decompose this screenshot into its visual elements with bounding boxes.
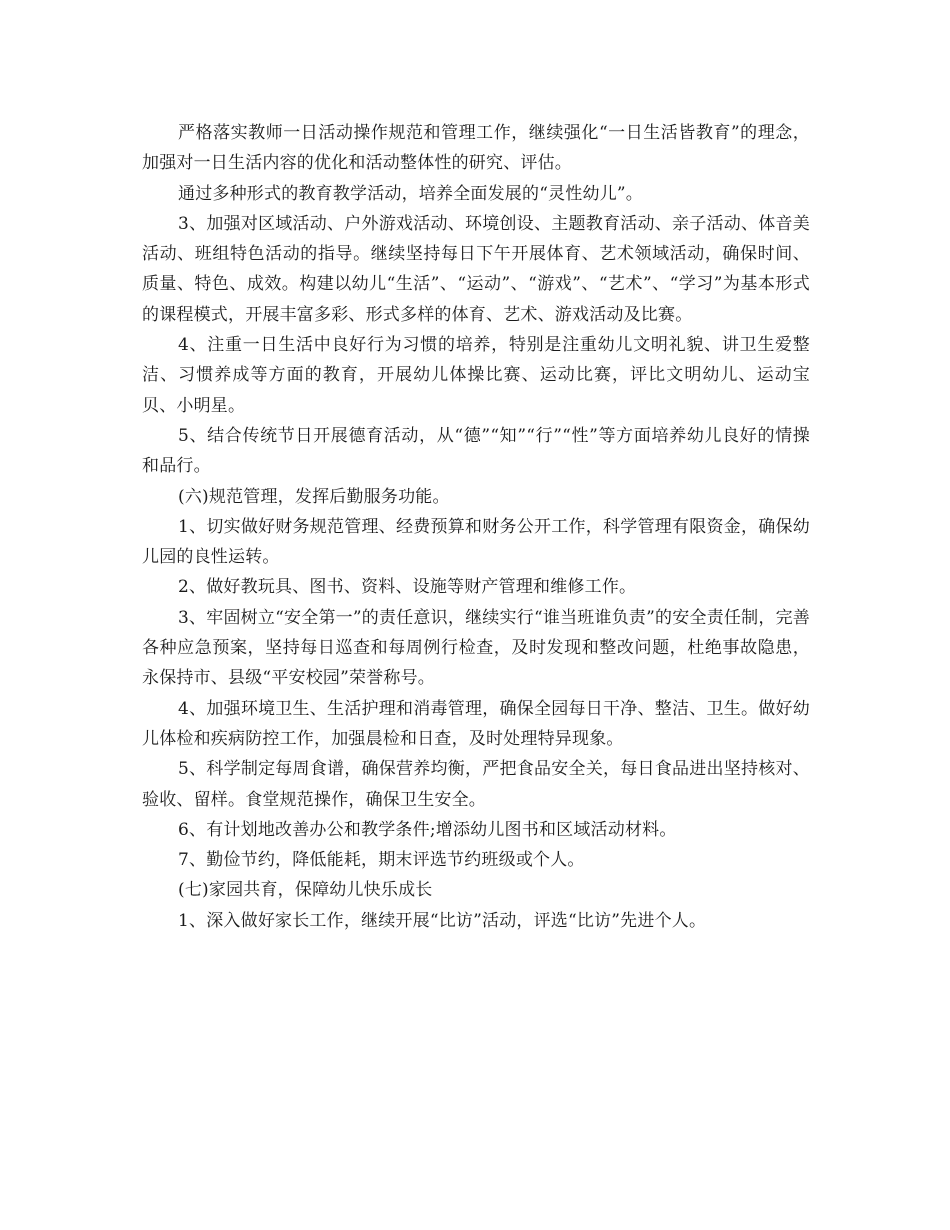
paragraph-7: 1、切实做好财务规范管理、经费预算和财务公开工作，科学管理有限资金，确保幼儿园的良性运转。 [142, 516, 810, 568]
paragraph-9: 3、牢固树立“安全第一”的责任意识，继续实行“谁当班谁负责”的安全责任制，完善各种应急预案，坚持每日巡查和每周例行检查，及时发现和整改问题，杜绝事故隐患，永保持市、县级“平安校园”荣誉称号。 [142, 607, 810, 689]
paragraph-10: 4、加强环境卫生、生活护理和消毒管理，确保全园每日干净、整洁、卫生。做好幼儿体检和疾病防控工作，加强晨检和日查，及时处理特异现象。 [142, 698, 810, 749]
document-page [142, 118, 810, 936]
paragraph-12: 6、有计划地改善办公和教学条件;增添幼儿图书和区域活动材料。 [178, 819, 677, 840]
paragraph-2: 通过多种形式的教育教学活动，培养全面发展的“灵性幼儿”。 [178, 183, 643, 204]
paragraph-11: 5、科学制定每周食谱，确保营养均衡，严把食品安全关，每日食品进出坚持核对、验收、留样。食堂规范操作，确保卫生安全。 [142, 759, 810, 810]
paragraph-13: 7、勤俭节约，降低能耗，期末评选节约班级或个人。 [178, 850, 585, 871]
paragraph-1: 严格落实教师一日活动操作规范和管理工作，继续强化“一日生活皆教育”的理念，加强对一日生活内容的优化和活动整体性的研究、评估。 [142, 123, 810, 174]
paragraph-3: 3、加强对区域活动、户外游戏活动、环境创设、主题教育活动、亲子活动、体音美活动、班组特色活动的指导。继续坚持每日下午开展体育、艺术领域活动，确保时间、质量、特色、成效。构建以幼儿“生活”、“运动”、“游戏”、“艺术”、“学习”为基本形式的课程模式，开展丰富多彩、形式多样的体育、艺术、游戏活动及比赛。 [142, 213, 810, 325]
paragraph-15: 1、深入做好家长工作，继续开展“比访”活动，评选“比访”先进个人。 [178, 910, 707, 931]
section-heading-7: (七)家园共育，保障幼儿快乐成长 [178, 880, 433, 901]
paragraph-5: 5、结合传统节日开展德育活动，从“德”“知”“行”“性”等方面培养幼儿良好的情操和品行。 [142, 425, 810, 477]
paragraph-4: 4、注重一日生活中良好行为习惯的培养，特别是注重幼儿文明礼貌、讲卫生爱整洁、习惯养成等方面的教育，开展幼儿体操比赛、运动比赛，评比文明幼儿、运动宝贝、小明星。 [142, 335, 810, 416]
paragraph-8: 2、做好教玩具、图书、资料、设施等财产管理和维修工作。 [178, 577, 637, 598]
section-heading-6: (六)规范管理，发挥后勤服务功能。 [178, 486, 450, 507]
